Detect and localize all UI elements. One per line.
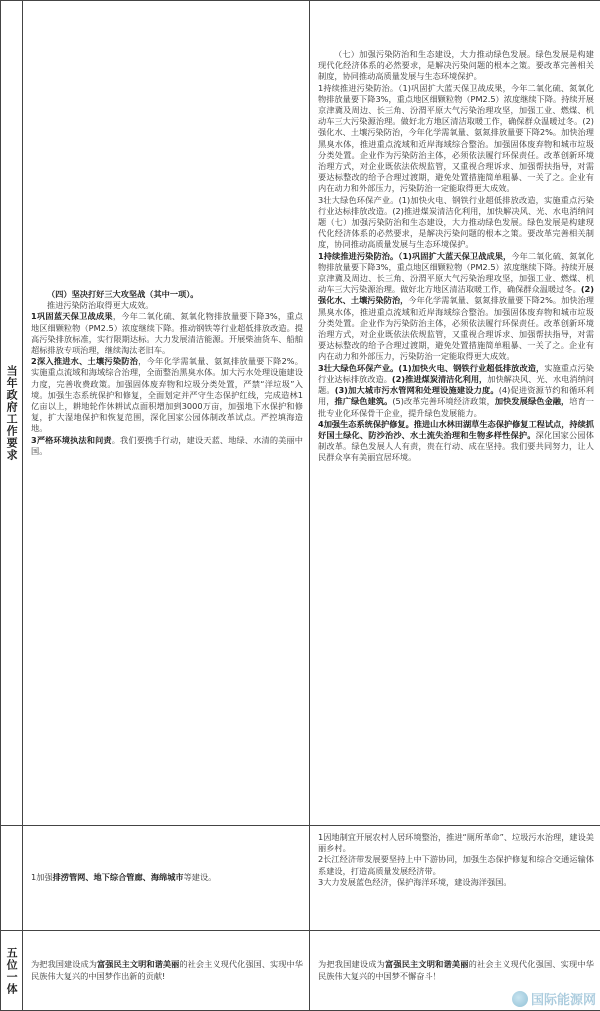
paragraph: 3壮大绿色环保产业。(1)加快火电、钢铁行业超低排放改造，实施重点污染行业达标排放改造。(2)推进煤炭清洁化利用，加快解决风、光、水电消纳问题（七）加强污染防治和生态建设，大力推动绿色发展。绿色发展是构建现代化经济体系的必然要求，是解决污染问题的根本之策。要改革完善相关制度，协同推动高质量发展与生态环境保护。 [318, 194, 594, 250]
table-row [1, 1, 600, 826]
paragraph: 为把我国建设成为富强民主文明和谐美丽的社会主义现代化强国、实现中华民族伟大复兴的中国梦不懈奋斗！ [318, 959, 594, 981]
right-content-cell [310, 1, 600, 826]
paragraph: 1持续推进污染防治。（1)巩固扩大蓝天保卫战成果，今年二氧化硫、氮氧化物排放量要下降3%，重点地区细颗粒物（PM2.5）浓度继续下降。持续开展京津冀及周边、长三角、汾渭平原大气污染治理攻坚，加强工业、燃煤、机动车三大污染源治理。做好北方地区清洁取暖工作，确保群众温暖过冬。(2)强化水、土壤污染防治，今年化学需氧量、氨氮排放量要下降2%。加快治理黑臭水体，推进重点流域和近岸海域综合整治。加强固体废弃物和城市垃圾分类处置。企业作为污染防治主体，必须依法履行环保责任。改革创新环境治理方式，对企业既依法依规监管，又重视合理诉求、加强帮扶指导，对需要达标整改的给予合理过渡期，避免处置措施简单粗暴、一关了之。企业有内在动力和外部压力，污染防治一定能取得更大成效。 [318, 250, 594, 362]
row-label: 当年政府工作要求 [5, 365, 19, 461]
left-content [23, 1, 309, 459]
paragraph: 为把我国建设成为富强民主文明和谐美丽的社会主义现代化强国、实现中华民族伟大复兴的中国梦作出新的贡献! [31, 959, 303, 981]
left-content-cell [23, 931, 310, 1011]
right-content [310, 1, 600, 466]
list-item: 1因地制宜开展农村人居环境整治，推进“厕所革命”、垃圾污水治理，建设美丽乡村。 [318, 832, 594, 854]
watermark-text: 国际能源网 [530, 993, 596, 1008]
paragraph: 1持续推进污染防治。（1)巩固扩大蓝天保卫战成果，今年二氧化硫、氮氧化物排放量要下降3%，重点地区细颗粒物（PM2.5）浓度继续下降。持续开展京津冀及周边、长三角、汾渭平原大气污染治理攻坚，加强工业、燃煤、机动车三大污染源治理。做好北方地区清洁取暖工作，确保群众温暖过冬。(2)强化水、土壤污染防治，今年化学需氧量、氨氮排放量要下降2%。加快治理黑臭水体，推进重点流域和近岸海域综合整治。加强固体废弃物和城市垃圾分类处置。企业作为污染防治主体，必须依法履行环保责任。改革创新环境治理方式，对企业既依法依规监管，又重视合理诉求、加强帮扶指导，对需要达标整改的给予合理过渡期，避免处置措施简单粗暴、一关了之。企业有内在动力和外部压力，污染防治一定能取得更大成效。 [318, 82, 594, 194]
paragraph: 3壮大绿色环保产业。(1)加快火电、钢铁行业超低排放改造，实施重点污染行业达标排放改造。(2)推进煤炭清洁化利用，加快解决风、光、水电消纳问题。(3)加大城市污水管网和处理设施建设力度。(4)促进资源节约和循环利用，推广绿色建筑。(5)改革完善环境经济政策，加快发展绿色金融，培育一批专业化环保骨干企业，提升绿色发展能力。 [318, 362, 594, 418]
left-content [23, 957, 309, 983]
table-row [1, 826, 600, 931]
section-intro: 推进污染防治取得更大成效。 [47, 300, 154, 311]
left-content-cell [23, 826, 310, 931]
list-item: 3严格环境执法和问责。我们要携手行动，建设天蓝、地绿、水清的美丽中国。 [31, 434, 303, 456]
list-item: 1加强排涝管网、地下综合管廊、海绵城市等建设。 [31, 872, 217, 883]
table-row [1, 931, 600, 1011]
paragraph: 4加强生态系统保护修复。推进山水林田湖草生态保护修复工程试点，持续抓好国土绿化、防沙治沙、水土流失治理和生物多样性保护。深化国家公园体制改革。绿色发展人人有责，贵在行动、成在坚持。我们要共同努力，让人民群众享有美丽宜居环境。 [318, 418, 594, 463]
list-item: 2长江经济带发展要坚持上中下游协同，加强生态保护修复和综合交通运输体系建设，打造高质量发展经济带。 [318, 854, 594, 876]
right-content [310, 826, 600, 890]
row-label-cell [1, 931, 23, 1011]
row-label: 五位一体 [5, 946, 19, 995]
right-content-cell [310, 826, 600, 931]
paragraph: （七）加强污染防治和生态建设，大力推动绿色发展。绿色发展是构建现代化经济体系的必然要求，是解决污染问题的根本之策。要改革完善相关制度，协同推动高质量发展与生态环境保护。 [318, 49, 594, 82]
energy-globe-logo-icon [512, 991, 528, 1007]
list-item: 3大力发展蓝色经济，保护海洋环境，建设海洋强国。 [318, 876, 512, 887]
right-content [310, 957, 600, 983]
left-content [23, 870, 309, 885]
list-item: 1巩固蓝天保卫战成果，今年二氧化硫、氮氧化物排放量要下降3%，重点地区细颗粒物（PM2.5）浓度继续下降。推动钢铁等行业超低排放改造。提高污染排放标准，实行限期达标。大力发展清洁能源。开展柴油货车、船舶超标排放专项治理，继续淘汰老旧车。 [31, 311, 303, 356]
section-title: （四）坚决打好三大攻坚战（其中一项）。 [47, 289, 199, 299]
watermark [512, 989, 596, 1008]
list-item: 2深入推进水、土壤污染防治，今年化学需氧量、氨氮排放量要下降2%。实施重点流域和海域综合治理，全面整治黑臭水体。加大污水处理设施建设力度，完善收费政策。加强固体废弃物和垃圾分类处置，严禁“洋垃圾”入境。加强生态系统保护和修复，全面划定并严守生态保护红线，完成造林1亿亩以上，耕地轮作休耕试点面积增加到3000万亩，加强地下水保护和修复，扩大湿地保护和恢复范围，深化国家公园体制改革试点。严控填海造地。 [31, 356, 303, 434]
left-content-cell [23, 1, 310, 826]
row-label-cell [1, 826, 23, 931]
row-label-cell [1, 1, 23, 826]
